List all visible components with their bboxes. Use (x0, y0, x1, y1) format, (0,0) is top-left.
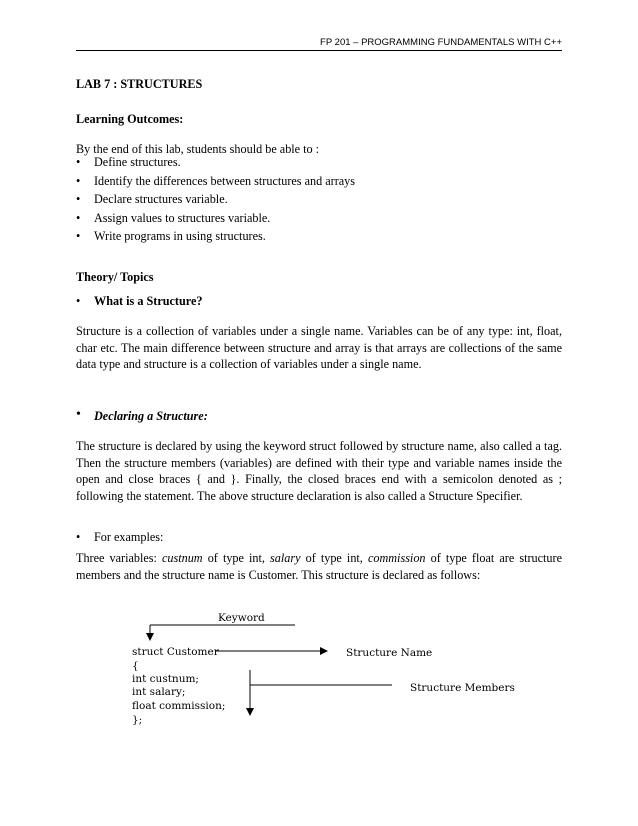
code-line-2: { (132, 660, 139, 672)
text-span: of type int, (202, 551, 271, 565)
keyword-label: Keyword (218, 612, 265, 624)
list-item: • Write programs in using structures. (76, 227, 562, 246)
text-span: of type int, (300, 551, 368, 565)
code-line-4: int salary; (132, 686, 186, 698)
code-line-5: float commission; (132, 700, 226, 712)
page-header: FP 201 – PROGRAMMING FUNDAMENTALS WITH C++ (76, 36, 562, 51)
question-declaring-structure: Declaring a Structure: (94, 409, 208, 423)
lab-title: LAB 7 : STRUCTURES (76, 77, 203, 91)
bullet-icon: • (76, 294, 81, 308)
bullet-icon: • (76, 407, 81, 422)
var-custnum: custnum (161, 551, 203, 565)
paragraph-declaring-structure: The structure is declared by using the keyword struct followed by structure name, also called a tag. Then the structure members (variables) are defined with their type and variable names inside the open and close braces { and }. Finally, the closed braces end with a semicolon denoted as ; following the statement. The above structure declaration is also called a Structure Specifier. (76, 439, 562, 503)
list-item: • Identify the differences between structures and arrays (76, 172, 562, 191)
code-line-1: struct Customer (132, 646, 219, 658)
question-what-is-structure: What is a Structure? (94, 294, 203, 308)
structure-members-label: Structure Members (410, 682, 515, 694)
code-line-3: int custnum; (132, 673, 199, 685)
text-span: Three variables: (76, 551, 162, 565)
var-salary: salary (270, 551, 301, 565)
theory-heading: Theory/ Topics (76, 270, 154, 284)
var-commission: commission (367, 551, 426, 565)
list-item: • Define structures. (76, 153, 562, 172)
text-span: of type float are structure members and the structure name is Customer. This structure is declared as follows: (76, 551, 562, 582)
for-examples-label: For examples: (94, 530, 164, 544)
structure-name-label: Structure Name (346, 647, 433, 659)
paragraph-structure-definition: Structure is a collection of variables under a single name. Variables can be of any type: int, float, char etc. The main difference between structure and array is that arrays are collections of the same data type and structure is a collection of variables under a single name. (76, 324, 562, 371)
learning-outcomes-heading: Learning Outcomes: (76, 112, 184, 126)
code-line-6: }; (132, 714, 143, 726)
bullet-icon: • (76, 530, 81, 544)
list-item: • Assign values to structures variable. (76, 209, 562, 228)
list-item: • Declare structures variable. (76, 190, 562, 209)
learning-outcomes-intro: By the end of this lab, students should be able to : (76, 142, 320, 156)
